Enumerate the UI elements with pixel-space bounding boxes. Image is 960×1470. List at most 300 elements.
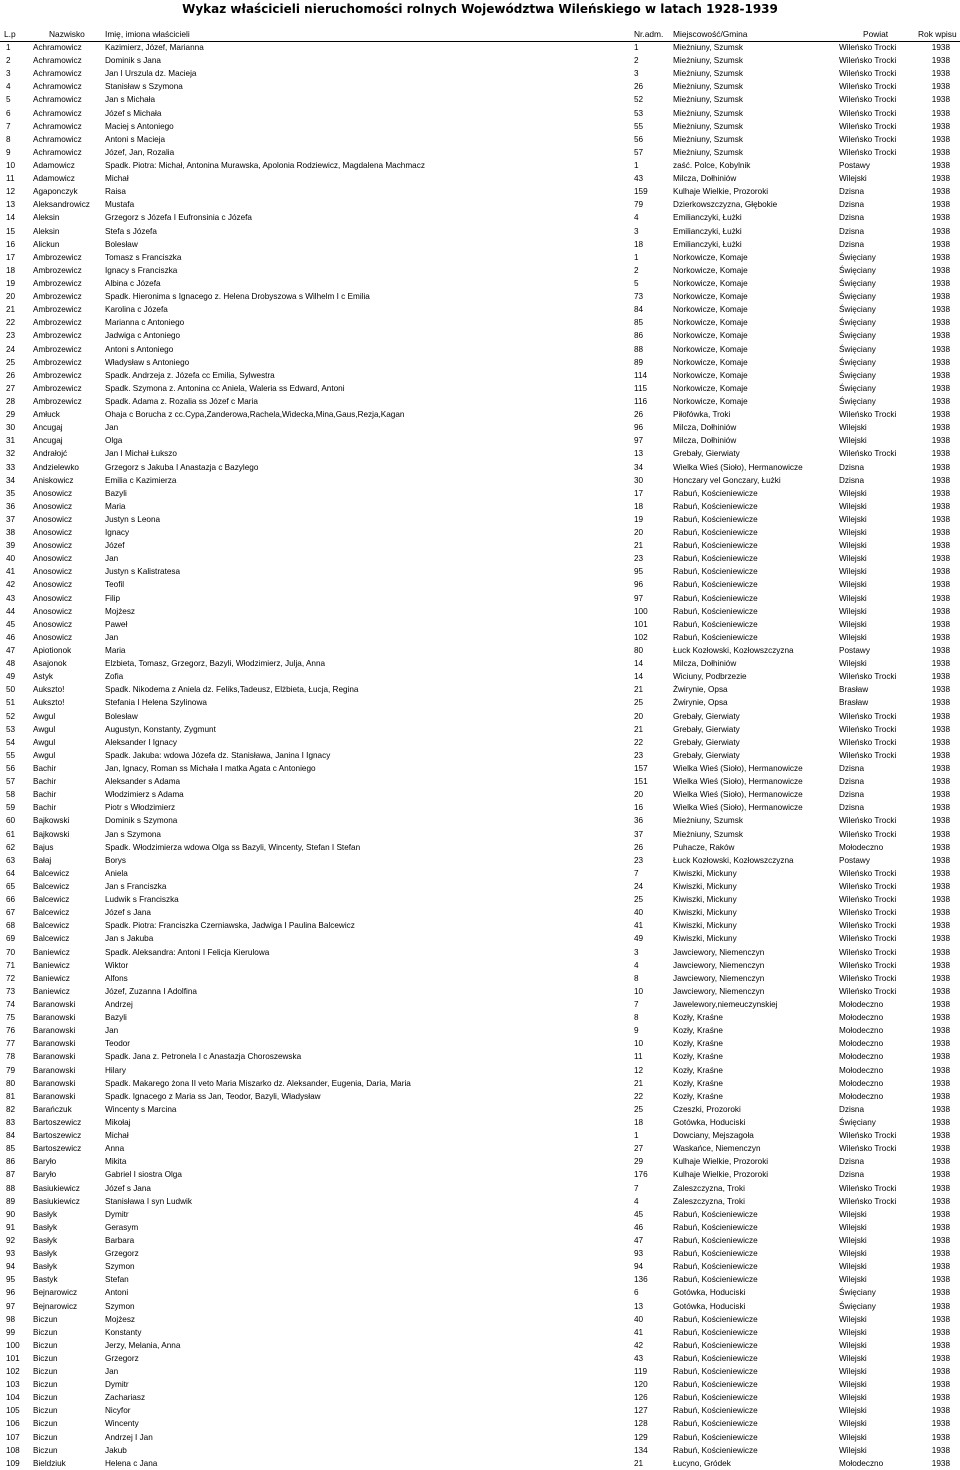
cell-nr-adm: 73 <box>634 292 644 302</box>
table-row <box>0 723 960 736</box>
cell-nazwisko: Andzielewko <box>33 462 79 472</box>
cell-rok-wpisu: 1938 <box>931 344 950 354</box>
table-row <box>0 710 960 723</box>
cell-imiona: Ludwik s Franciszka <box>105 895 179 905</box>
cell-miejscowosc: Rabuń, Kościeniewicze <box>673 501 758 511</box>
table-row <box>0 1352 960 1365</box>
cell-lp: 3 <box>6 69 11 79</box>
cell-rok-wpisu: 1938 <box>931 1183 950 1193</box>
cell-nr-adm: 8 <box>634 1013 639 1023</box>
cell-rok-wpisu: 1938 <box>931 82 950 92</box>
cell-lp: 26 <box>6 370 16 380</box>
cell-powiat: Wileńsko Trocki <box>839 816 897 826</box>
cell-nr-adm: 176 <box>634 1170 648 1180</box>
cell-rok-wpisu: 1938 <box>931 462 950 472</box>
cell-rok-wpisu: 1938 <box>931 1052 950 1062</box>
cell-miejscowosc: Emilianczyki, Łużki <box>673 239 742 249</box>
cell-rok-wpisu: 1938 <box>931 1026 950 1036</box>
cell-rok-wpisu: 1938 <box>931 816 950 826</box>
cell-lp: 46 <box>6 632 16 642</box>
cell-lp: 70 <box>6 947 16 957</box>
cell-nazwisko: Awgul <box>33 724 56 734</box>
cell-nr-adm: 1 <box>634 252 639 262</box>
cell-nazwisko: Anosowicz <box>33 554 73 564</box>
cell-imiona: Mojżesz <box>105 606 136 616</box>
cell-miejscowosc: Rabuń, Kościeniewicze <box>673 1419 758 1429</box>
cell-rok-wpisu: 1938 <box>931 1065 950 1075</box>
table-row <box>0 1011 960 1024</box>
cell-rok-wpisu: 1938 <box>931 187 950 197</box>
table-row <box>0 867 960 880</box>
cell-lp: 37 <box>6 514 16 524</box>
cell-imiona: Spadk. Jakuba: wdowa Józefa dz. Stanisława, Janina I Ignacy <box>105 750 331 760</box>
cell-rok-wpisu: 1938 <box>931 252 950 262</box>
cell-lp: 71 <box>6 960 16 970</box>
cell-miejscowosc: Norkowicze, Komaje <box>673 292 748 302</box>
cell-lp: 33 <box>6 462 16 472</box>
cell-imiona: Augustyn, Konstanty, Zygmunt <box>105 724 216 734</box>
cell-powiat: Wilejski <box>839 1380 867 1390</box>
cell-imiona: Spadk. Nikodema z Aniela dz. Feliks,Tadeusz, Elżbieta, Łucja, Regina <box>105 685 359 695</box>
cell-nr-adm: 20 <box>634 790 644 800</box>
cell-miejscowosc: Waskańce, Niemenczyn <box>673 1144 761 1154</box>
cell-miejscowosc: Dzierkowszczyzna, Głębokie <box>673 200 778 210</box>
cell-nazwisko: Aniskowicz <box>33 475 74 485</box>
cell-rok-wpisu: 1938 <box>931 174 950 184</box>
table-row <box>0 1273 960 1286</box>
cell-nr-adm: 22 <box>634 1091 644 1101</box>
table-row <box>0 1247 960 1260</box>
cell-rok-wpisu: 1938 <box>931 1117 950 1127</box>
cell-nazwisko: Anosowicz <box>33 606 73 616</box>
cell-imiona: Jan I Michał Łukszo <box>105 449 177 459</box>
cell-imiona: Maciej s Antoniego <box>105 121 174 131</box>
cell-nr-adm: 56 <box>634 134 644 144</box>
cell-powiat: Wilejski <box>839 593 867 603</box>
table-row <box>0 814 960 827</box>
table-row <box>0 841 960 854</box>
cell-nr-adm: 40 <box>634 1314 644 1324</box>
cell-imiona: Włodzimierz s Adama <box>105 790 184 800</box>
cell-nazwisko: Anosowicz <box>33 514 73 524</box>
cell-lp: 7 <box>6 121 11 131</box>
cell-imiona: Paweł <box>105 619 128 629</box>
cell-miejscowosc: Łuck Kozłowski, Kozłowszczyzna <box>673 855 794 865</box>
cell-rok-wpisu: 1938 <box>931 488 950 498</box>
cell-lp: 13 <box>6 200 16 210</box>
cell-imiona: Wincenty <box>105 1419 139 1429</box>
cell-nr-adm: 43 <box>634 174 644 184</box>
cell-imiona: Raisa <box>105 187 126 197</box>
table-row <box>0 290 960 303</box>
cell-miejscowosc: Jawelewory,niemeuczynskiej <box>673 999 778 1009</box>
cell-powiat: Święciany <box>839 1117 876 1127</box>
cell-powiat: Wileńsko Trocki <box>839 108 897 118</box>
cell-powiat: Wilejski <box>839 1432 867 1442</box>
cell-lp: 15 <box>6 226 16 236</box>
table-row <box>0 421 960 434</box>
cell-nr-adm: 20 <box>634 711 644 721</box>
table-row <box>0 1208 960 1221</box>
cell-rok-wpisu: 1938 <box>931 1340 950 1350</box>
cell-powiat: Brasław <box>839 685 869 695</box>
cell-nazwisko: Biczun <box>33 1419 58 1429</box>
cell-imiona: Jan I Urszula dz. Macieja <box>105 69 197 79</box>
cell-rok-wpisu: 1938 <box>931 895 950 905</box>
table-row <box>0 329 960 342</box>
table-row <box>0 972 960 985</box>
cell-powiat: Wilejski <box>839 606 867 616</box>
cell-rok-wpisu: 1938 <box>931 829 950 839</box>
cell-nazwisko: Anosowicz <box>33 580 73 590</box>
cell-miejscowosc: Rabuń, Kościeniewicze <box>673 1340 758 1350</box>
cell-powiat: Wilejski <box>839 1314 867 1324</box>
table-row <box>0 93 960 106</box>
cell-nr-adm: 36 <box>634 816 644 826</box>
cell-powiat: Wilejski <box>839 514 867 524</box>
table-row <box>0 696 960 709</box>
cell-imiona: Teodor <box>105 1039 131 1049</box>
cell-powiat: Wilejski <box>839 1327 867 1337</box>
cell-rok-wpisu: 1938 <box>931 855 950 865</box>
cell-nazwisko: Bachir <box>33 790 57 800</box>
cell-imiona: Grzegorz s Józefa I Eufronsinia c Józefa <box>105 213 252 223</box>
table-row <box>0 1260 960 1273</box>
cell-lp: 78 <box>6 1052 16 1062</box>
cell-rok-wpisu: 1938 <box>931 1314 950 1324</box>
cell-nazwisko: Biczun <box>33 1445 58 1455</box>
table-row <box>0 198 960 211</box>
cell-powiat: Dzisna <box>839 1157 865 1167</box>
cell-nr-adm: 18 <box>634 1117 644 1127</box>
table-row <box>0 775 960 788</box>
cell-nr-adm: 1 <box>634 43 639 52</box>
cell-imiona: Ohaja c Borucha z cc.Cypa,Zanderowa,Rachela,Widecka,Mina,Gaus,Rezja,Kagan <box>105 410 405 420</box>
table-row <box>0 762 960 775</box>
cell-nr-adm: 12 <box>634 1065 644 1075</box>
cell-nazwisko: Awgul <box>33 750 56 760</box>
cell-nr-adm: 151 <box>634 777 648 787</box>
cell-rok-wpisu: 1938 <box>931 646 950 656</box>
cell-miejscowosc: Rabuń, Kościeniewicze <box>673 541 758 551</box>
cell-powiat: Wilejski <box>839 1262 867 1272</box>
cell-nazwisko: Biczun <box>33 1393 58 1403</box>
cell-imiona: Spadk. Makarego żona II veto Maria Miszarko dz. Aleksander, Eugenia, Daria, Maria <box>105 1078 411 1088</box>
cell-nazwisko: Baranowski <box>33 1065 76 1075</box>
cell-imiona: Stanisław s Szymona <box>105 82 183 92</box>
cell-rok-wpisu: 1938 <box>931 1301 950 1311</box>
cell-miejscowosc: Rabuń, Kościeniewicze <box>673 567 758 577</box>
cell-miejscowosc: Norkowicze, Komaje <box>673 252 748 262</box>
header-miejscowosc: Miejscowość/Gmina <box>673 29 748 39</box>
table-row <box>0 54 960 67</box>
cell-miejscowosc: Milcza, Dołhiniów <box>673 659 737 669</box>
cell-nr-adm: 80 <box>634 646 644 656</box>
cell-imiona: Jerzy, Melania, Anna <box>105 1340 181 1350</box>
cell-rok-wpisu: 1938 <box>931 357 950 367</box>
cell-powiat: Wilejski <box>839 554 867 564</box>
cell-imiona: Bolesław <box>105 711 138 721</box>
cell-powiat: Wileńsko Trocki <box>839 69 897 79</box>
cell-miejscowosc: zaść. Polce, Kobylnik <box>673 160 751 170</box>
cell-nazwisko: Achramowicz <box>33 121 82 131</box>
table-row <box>0 828 960 841</box>
cell-powiat: Dzisna <box>839 790 865 800</box>
cell-nr-adm: 127 <box>634 1406 648 1416</box>
table-row <box>0 356 960 369</box>
cell-powiat: Brasław <box>839 698 869 708</box>
cell-powiat: Wilejski <box>839 436 867 446</box>
cell-imiona: Jadwiga c Antoniego <box>105 331 181 341</box>
cell-imiona: Helena c Jana <box>105 1458 158 1468</box>
cell-powiat: Święciany <box>839 1288 876 1298</box>
cell-nr-adm: 21 <box>634 1078 644 1088</box>
cell-powiat: Święciany <box>839 292 876 302</box>
cell-lp: 84 <box>6 1131 16 1141</box>
cell-imiona: Jan <box>105 632 119 642</box>
cell-imiona: Hilary <box>105 1065 126 1075</box>
table-row <box>0 395 960 408</box>
cell-lp: 21 <box>6 305 16 315</box>
cell-lp: 22 <box>6 318 16 328</box>
table-row <box>0 631 960 644</box>
cell-nazwisko: Aukszto! <box>33 698 65 708</box>
cell-lp: 24 <box>6 344 16 354</box>
cell-lp: 38 <box>6 528 16 538</box>
cell-miejscowosc: Kozły, Kraśne <box>673 1039 723 1049</box>
cell-nazwisko: Ambrozewicz <box>33 396 82 406</box>
table-row <box>0 434 960 447</box>
cell-powiat: Dzisna <box>839 1170 865 1180</box>
cell-miejscowosc: Rabuń, Kościeniewicze <box>673 1275 758 1285</box>
table-row <box>0 893 960 906</box>
cell-miejscowosc: Kozły, Kraśne <box>673 1013 723 1023</box>
table-row <box>0 1326 960 1339</box>
cell-powiat: Postawy <box>839 160 870 170</box>
page-title: Wykaz właścicieli nieruchomości rolnych Województwa Wileńskiego w latach 1928-1939 <box>182 2 778 16</box>
cell-lp: 58 <box>6 790 16 800</box>
cell-rok-wpisu: 1938 <box>931 1039 950 1049</box>
cell-nazwisko: Baniewicz <box>33 960 70 970</box>
cell-powiat: Mołodeczno <box>839 999 884 1009</box>
cell-nazwisko: Amłuck <box>33 410 60 420</box>
cell-nazwisko: Baryło <box>33 1170 57 1180</box>
cell-imiona: Spadk. Ignacego z Maria ss Jan, Teodor, Bazyli, Władysław <box>105 1091 321 1101</box>
cell-powiat: Mołodeczno <box>839 842 884 852</box>
table-row <box>0 854 960 867</box>
cell-powiat: Wileńsko Trocki <box>839 56 897 66</box>
cell-nazwisko: Anosowicz <box>33 632 73 642</box>
cell-nr-adm: 19 <box>634 514 644 524</box>
table-row <box>0 683 960 696</box>
cell-miejscowosc: Norkowicze, Komaje <box>673 344 748 354</box>
cell-powiat: Dzisna <box>839 200 865 210</box>
cell-powiat: Święciany <box>839 383 876 393</box>
cell-miejscowosc: Rabuń, Kościeniewicze <box>673 606 758 616</box>
cell-lp: 10 <box>6 160 16 170</box>
cell-powiat: Wileńsko Trocki <box>839 672 897 682</box>
cell-powiat: Wileńsko Trocki <box>839 947 897 957</box>
cell-imiona: Maria <box>105 501 126 511</box>
table-row <box>0 146 960 159</box>
cell-imiona: Barbara <box>105 1235 135 1245</box>
cell-nazwisko: Ancugaj <box>33 423 63 433</box>
table-row <box>0 919 960 932</box>
cell-nazwisko: Anosowicz <box>33 501 73 511</box>
cell-imiona: Emilia c Kazimierza <box>105 475 177 485</box>
cell-miejscowosc: Jawciewory, Niemenczyn <box>673 986 765 996</box>
cell-nazwisko: Awgul <box>33 711 56 721</box>
cell-miejscowosc: Wielka Wieś (Sioło), Hermanowicze <box>673 777 803 787</box>
table-row <box>0 1221 960 1234</box>
cell-nr-adm: 84 <box>634 305 644 315</box>
cell-nazwisko: Alickun <box>33 239 60 249</box>
cell-rok-wpisu: 1938 <box>931 1209 950 1219</box>
table-row <box>0 565 960 578</box>
cell-rok-wpisu: 1938 <box>931 868 950 878</box>
cell-miejscowosc: Wielka Wieś (Sioło), Hermanowicze <box>673 462 803 472</box>
cell-imiona: Nicyfor <box>105 1406 131 1416</box>
table-row <box>0 500 960 513</box>
cell-rok-wpisu: 1938 <box>931 305 950 315</box>
cell-imiona: Stefan <box>105 1275 129 1285</box>
cell-lp: 5 <box>6 95 11 105</box>
cell-nr-adm: 10 <box>634 1039 644 1049</box>
cell-lp: 14 <box>6 213 16 223</box>
cell-lp: 42 <box>6 580 16 590</box>
cell-nr-adm: 119 <box>634 1367 648 1377</box>
cell-miejscowosc: Kiwiszki, Mickuny <box>673 882 737 891</box>
table-row <box>0 513 960 526</box>
cell-nr-adm: 26 <box>634 410 644 420</box>
cell-imiona: Andrzej <box>105 999 133 1009</box>
cell-rok-wpisu: 1938 <box>931 921 950 931</box>
cell-nr-adm: 53 <box>634 108 644 118</box>
table-row <box>0 1234 960 1247</box>
cell-lp: 95 <box>6 1275 16 1285</box>
cell-lp: 88 <box>6 1183 16 1193</box>
cell-miejscowosc: Kulhaje Wielkie, Prozoroki <box>673 1157 769 1167</box>
cell-imiona: Ignacy s Franciszka <box>105 265 178 275</box>
cell-rok-wpisu: 1938 <box>931 436 950 446</box>
cell-nazwisko: Ambrozewicz <box>33 344 82 354</box>
cell-nr-adm: 8 <box>634 973 639 983</box>
cell-nazwisko: Baranowski <box>33 1078 76 1088</box>
cell-nr-adm: 159 <box>634 187 648 197</box>
cell-miejscowosc: Grebały, Gierwiaty <box>673 750 740 760</box>
cell-lp: 25 <box>6 357 16 367</box>
cell-miejscowosc: Mieżniuny, Szumsk <box>673 43 743 52</box>
cell-nazwisko: Bachir <box>33 803 57 813</box>
cell-miejscowosc: Kiwiszki, Mickuny <box>673 908 737 918</box>
table-row <box>0 1142 960 1155</box>
cell-miejscowosc: Mieżniuny, Szumsk <box>673 816 743 826</box>
table-row <box>0 1116 960 1129</box>
table-row <box>0 1050 960 1063</box>
cell-imiona: Spadk. Hieronima s Ignacego z. Helena Drobyszowa s Wilhelm I c Emilia <box>105 292 370 302</box>
cell-powiat: Wileńsko Trocki <box>839 1196 897 1206</box>
cell-rok-wpisu: 1938 <box>931 121 950 131</box>
cell-miejscowosc: Grebały, Gierwiaty <box>673 737 740 747</box>
table-row <box>0 1391 960 1404</box>
cell-lp: 107 <box>6 1432 20 1442</box>
cell-nazwisko: Barańczuk <box>33 1104 72 1114</box>
cell-rok-wpisu: 1938 <box>931 1262 950 1272</box>
table-row <box>0 447 960 460</box>
cell-miejscowosc: Rabuń, Kościeniewicze <box>673 1445 758 1455</box>
table-row <box>0 1037 960 1050</box>
cell-imiona: Anna <box>105 1144 125 1154</box>
cell-lp: 19 <box>6 278 16 288</box>
cell-imiona: Kazimierz, Józef, Marianna <box>105 43 204 52</box>
cell-rok-wpisu: 1938 <box>931 619 950 629</box>
cell-imiona: Stefania I Helena Szylinowa <box>105 698 207 708</box>
cell-lp: 65 <box>6 882 16 891</box>
cell-nazwisko: Balcewicz <box>33 921 70 931</box>
cell-lp: 57 <box>6 777 16 787</box>
cell-imiona: Spadk. Adama z. Rozalia ss Józef c Maria <box>105 396 258 406</box>
cell-imiona: Borys <box>105 855 126 865</box>
cell-nazwisko: Balcewicz <box>33 868 70 878</box>
cell-imiona: Szymon <box>105 1262 135 1272</box>
table-row <box>0 1313 960 1326</box>
cell-powiat: Dzisna <box>839 226 865 236</box>
cell-lp: 98 <box>6 1314 16 1324</box>
cell-miejscowosc: Rabuń, Kościeniewicze <box>673 528 758 538</box>
cell-imiona: Aleksander I Ignacy <box>105 737 177 747</box>
cell-lp: 17 <box>6 252 16 262</box>
cell-nr-adm: 43 <box>634 1353 644 1363</box>
cell-nr-adm: 46 <box>634 1222 644 1232</box>
cell-imiona: Filip <box>105 593 121 603</box>
cell-lp: 2 <box>6 56 11 66</box>
cell-nazwisko: Basłyk <box>33 1262 58 1272</box>
cell-rok-wpisu: 1938 <box>931 934 950 944</box>
cell-imiona: Grzegorz <box>105 1249 139 1259</box>
cell-imiona: Józef s Jana <box>105 908 151 918</box>
cell-miejscowosc: Rabuń, Kościeniewicze <box>673 632 758 642</box>
cell-miejscowosc: Norkowicze, Komaje <box>673 383 748 393</box>
header-powiat: Powiat <box>863 29 889 39</box>
cell-lp: 32 <box>6 449 16 459</box>
cell-powiat: Wileńsko Trocki <box>839 147 897 157</box>
cell-rok-wpisu: 1938 <box>931 396 950 406</box>
cell-miejscowosc: Kozły, Kraśne <box>673 1078 723 1088</box>
table-row <box>0 1404 960 1417</box>
cell-lp: 40 <box>6 554 16 564</box>
cell-miejscowosc: Rabuń, Kościeniewicze <box>673 488 758 498</box>
cell-nazwisko: Anosowicz <box>33 488 73 498</box>
cell-powiat: Wilejski <box>839 1445 867 1455</box>
cell-rok-wpisu: 1938 <box>931 554 950 564</box>
cell-lp: 101 <box>6 1353 20 1363</box>
cell-miejscowosc: Rabuń, Kościeniewicze <box>673 1406 758 1416</box>
cell-lp: 35 <box>6 488 16 498</box>
cell-lp: 27 <box>6 383 16 393</box>
cell-nazwisko: Ambrozewicz <box>33 331 82 341</box>
cell-lp: 44 <box>6 606 16 616</box>
cell-nazwisko: Apiotionok <box>33 646 72 656</box>
cell-nazwisko: Bajkowski <box>33 829 70 839</box>
cell-nr-adm: 11 <box>634 1052 643 1062</box>
cell-nr-adm: 85 <box>634 318 644 328</box>
header-imiona: Imię, imiona właścicieli <box>105 29 190 39</box>
table-row <box>0 159 960 172</box>
cell-rok-wpisu: 1938 <box>931 1196 950 1206</box>
cell-nr-adm: 34 <box>634 462 644 472</box>
cell-rok-wpisu: 1938 <box>931 292 950 302</box>
cell-powiat: Wileńsko Trocki <box>839 95 897 105</box>
